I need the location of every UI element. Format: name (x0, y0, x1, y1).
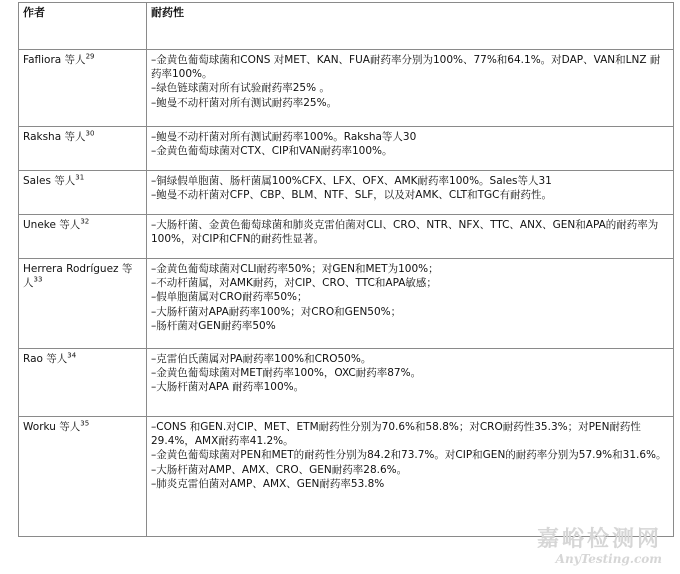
resistance-line: –假单胞菌属对CRO耐药率50%； (151, 291, 308, 304)
author-name: Herrera Rodríguez 等人 (23, 263, 133, 290)
resistance-cell (147, 127, 674, 171)
table-row (19, 417, 674, 537)
resistance-line: –大肠杆菌对APA耐药率100%；对CRO和GEN50%； (151, 305, 402, 318)
author-cell (19, 215, 147, 259)
author-cell (19, 50, 147, 127)
resistance-table (18, 2, 674, 537)
table-body (19, 50, 674, 537)
author-name: Raksha 等人 (23, 131, 86, 143)
author-cell (19, 259, 147, 349)
watermark-cn: 嘉峪检测网 (536, 527, 662, 552)
resistance-cell (147, 417, 674, 537)
resistance-line: –大肠杆菌对APA 耐药率100%。 (151, 381, 305, 394)
header-author: 作者 (19, 3, 147, 50)
resistance-cell (147, 259, 674, 349)
resistance-line: –铜绿假单胞菌、肠杆菌属100%CFX、LFX、OFX、AMK耐药率100%。Sales等人31 (151, 175, 552, 187)
reference-number: 33 (33, 275, 43, 284)
author-name: Rao 等人 (23, 353, 68, 365)
resistance-line: –金黄色葡萄球菌和CONS 对MET、KAN、FUA耐药率分别为100%、77%和64.1%。对DAP、VAN和LNZ 耐药率100%。 (151, 54, 661, 81)
reference-number: 30 (85, 129, 95, 138)
table-header-row (19, 3, 674, 50)
table-row (19, 349, 674, 417)
resistance-line: –鲍曼不动杆菌对所有测试耐药率25%。 (151, 96, 338, 109)
resistance-line: –不动杆菌属，对AMK耐药，对CIP、CRO、TTC和APA敏感； (151, 277, 437, 290)
resistance-line: –绿色链球菌对所有试验耐药率25% 。 (151, 82, 330, 95)
resistance-line: –大肠杆菌对AMP、AMX、CRO、GEN耐药率28.6%。 (151, 463, 408, 476)
resistance-line: –CONS 和GEN.对CIP、MET、ETM耐药性分别为70.6%和58.8%；对CRO耐药性35.3%；对PEN耐药性29.4%，AMX耐药率41.2%。 (151, 421, 641, 448)
reference-number: 34 (67, 351, 77, 360)
resistance-line: –肠杆菌对GEN耐药率50% (151, 319, 276, 332)
table-row (19, 50, 674, 127)
watermark-en: AnyTesting.com (555, 552, 662, 566)
resistance-line: –克雷伯氏菌属对PA耐药率100%和CRO50%。 (151, 353, 372, 365)
reference-number: 35 (80, 419, 90, 428)
author-name: Sales 等人 (23, 175, 76, 187)
table-row (19, 127, 674, 171)
author-cell (19, 417, 147, 537)
resistance-line: –金黄色葡萄球菌对MET耐药率100%，OXC耐药率87%。 (151, 367, 422, 380)
resistance-line: –金黄色葡萄球菌对PEN和MET的耐药性分别为84.2和73.7%。对CIP和GEN的耐药率分别为57.9%和31.6%。 (151, 449, 667, 462)
reference-number: 32 (80, 217, 90, 226)
reference-number: 29 (85, 52, 95, 61)
resistance-cell (147, 50, 674, 127)
resistance-line: –鲍曼不动杆菌对CFP、CBP、BLM、NTF、SLF，以及对AMK、CLT和TGC有耐药性。 (151, 189, 552, 202)
resistance-cell (147, 215, 674, 259)
resistance-cell (147, 171, 674, 215)
resistance-line: –鲍曼不动杆菌对所有测试耐药率100%。Raksha等人30 (151, 131, 417, 143)
resistance-line: –金黄色葡萄球菌对CTX、CIP和VAN耐药率100%。 (151, 145, 393, 158)
resistance-line: –大肠杆菌、金黄色葡萄球菌和肺炎克雷伯菌对CLI、CRO、NTR、NFX、TTC、ANX、GEN和APA的耐药率为100%，对CIP和CFN的耐药性显著。 (151, 219, 659, 246)
resistance-cell (147, 349, 674, 417)
author-name: Uneke 等人 (23, 219, 81, 231)
table-row (19, 259, 674, 349)
header-resistance: 耐药性 (147, 3, 674, 50)
author-cell (19, 171, 147, 215)
author-name: Fafliora 等人 (23, 54, 86, 66)
reference-number: 31 (75, 173, 85, 182)
resistance-line: –金黄色葡萄球菌对CLI耐药率50%；对GEN和MET为100%； (151, 263, 439, 275)
table-row (19, 171, 674, 215)
author-cell (19, 127, 147, 171)
table-row (19, 215, 674, 259)
author-name: Worku 等人 (23, 421, 81, 433)
author-cell (19, 349, 147, 417)
resistance-line: –肺炎克雷伯菌对AMP、AMX、GEN耐药率53.8% (151, 477, 385, 490)
